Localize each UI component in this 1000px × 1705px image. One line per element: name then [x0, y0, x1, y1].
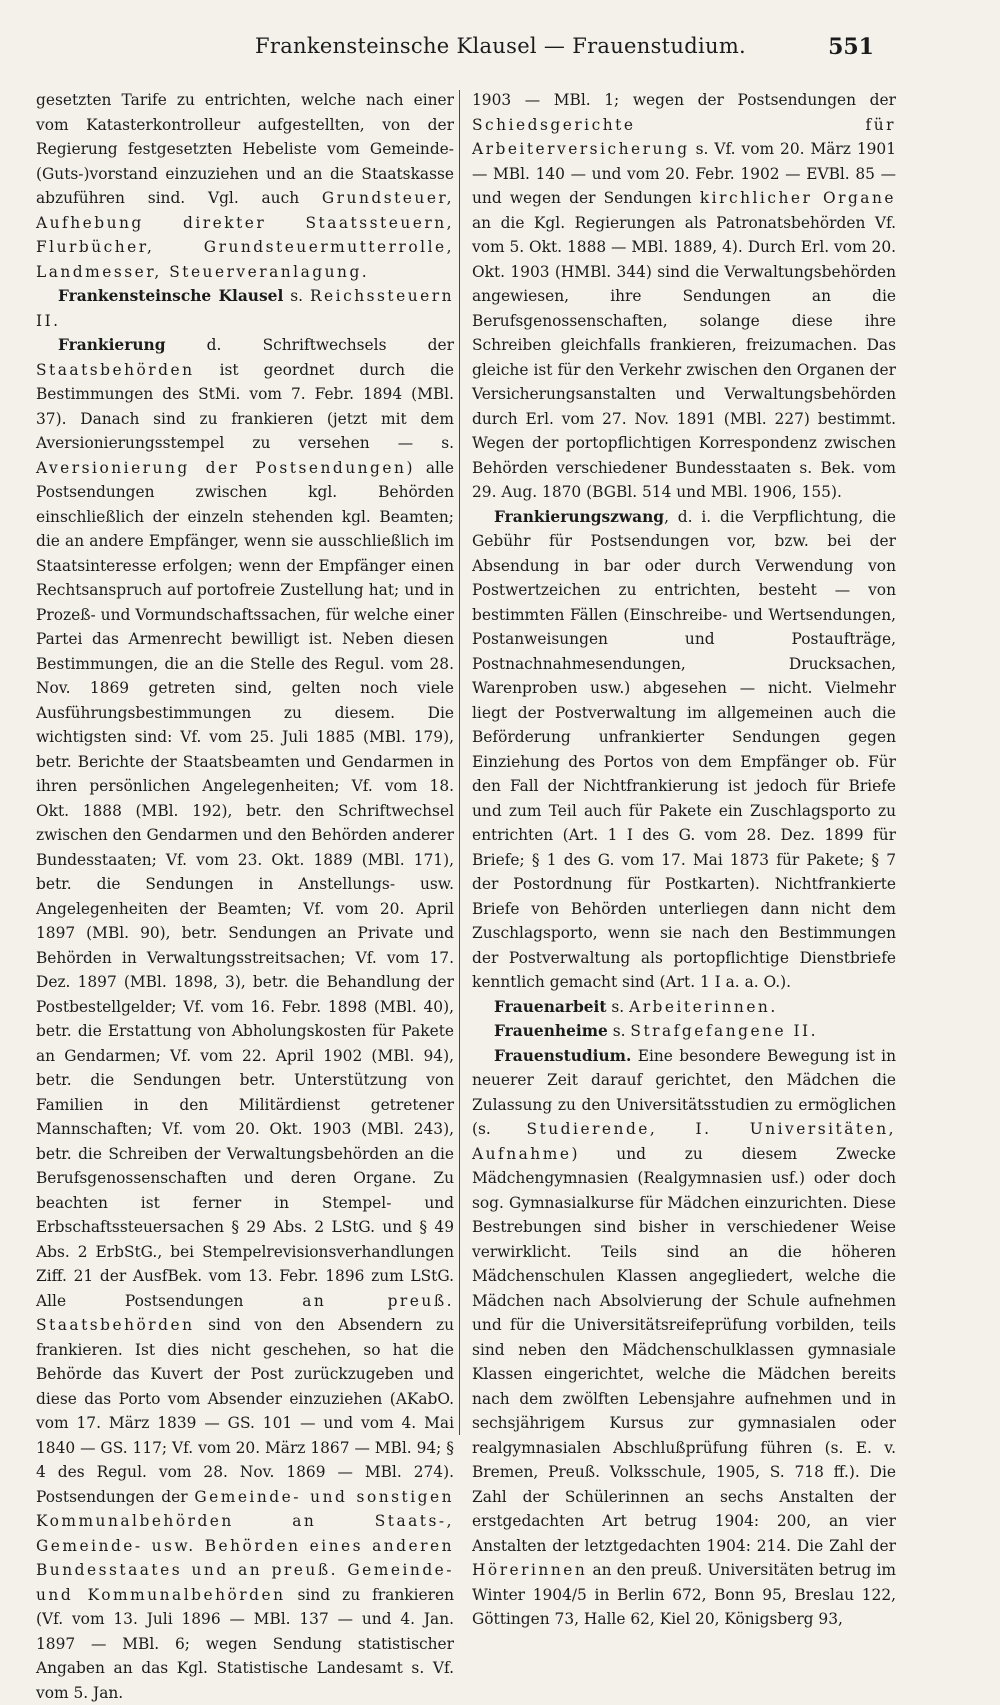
emphasis: kirchlicher Organe [699, 189, 896, 207]
emphasis: Staatsbehörden [36, 360, 195, 379]
cross-reference: Arbeiterinnen. [629, 997, 778, 1016]
page-header [0, 34, 1000, 70]
entry-frauenheime: Frauenheime s. Strafgefangene II. [494, 1022, 819, 1040]
entry-headword: Frauenarbeit [494, 997, 607, 1016]
entry-frankierungszwang: Frankierungszwang, d. i. die Verpflichtung, die Gebühr für Postsendungen vor, bzw. bei der Absendung in bar oder durch Verwendung von Postwertzeichen zu entrichten, besteht — von bestimmten Fällen (Einschreibe- und Wertsendungen, Postanweisungen und Postaufträge, Postnachnahmesendungen, Drucksachen, Warenproben usw.) abgesehen — nicht. Vielmehr liegt der Postverwaltung im allgemeinen auch die Beförderung unfrankierter Sendungen gegen Einziehung des Portos von dem Empfänger ob. Für den Fall der Nichtfrankierung ist jedoch für Briefe und zum Teil auch für Pakete ein Zuschlagsporto zu entrichten (Art. 1 I des G. vom 28. Dez. 1899 für Briefe; § 1 des G. vom 17. Mai 1873 für Pakete; § 7 der Postordnung für Postkarten). Nichtfrankierte Briefe von Behörden unterliegen dann nicht dem Zuschlagsporto, wenn sie nach den Bestimmungen der Postverwaltung als portopflichtige Dienstbriefe kenntlich gemacht sind (Art. 1 I a. a. O.). [472, 507, 896, 991]
entry-headword: Frauenheime [494, 1022, 608, 1040]
right-column [472, 88, 896, 1632]
entry-headword: Frankensteinsche Klausel [58, 287, 284, 305]
entry-headword: Frauenstudium. [494, 1046, 632, 1065]
page-number: 551 [828, 34, 874, 60]
entry-frauenstudium: Frauenstudium. Eine besondere Bewegung ist in neuerer Zeit darauf gerichtet, den Mädchen die Zulassung zu den Universitätsstudien zu ermöglichen (s. Studierende, I. Universitäten, Aufnahme) und zu diesem Zwecke Mädchengymnasien (Realgymnasien usf.) oder doch sog. Gymnasialkurse für Mädchen einzurichten. Diese Bestrebungen sind bisher in verschiedener Weise verwirklicht. Teils sind an die höheren Mädchenschulen Klassen angegliedert, welche die Mädchen nach Absolvierung der Schule aufnehmen und für die Universitätsreifeprüfung vorbilden, teils sind neben den Mädchenschulklassen gymnasiale Klassen eingerichtet, welche die Mädchen bereits nach dem zwölften Lebensjahre aufnehmen und in sechsjährigem Kursus zur gymnasialen oder realgymnasialen Abschlußprüfung führen (s. E. v. Bremen, Preuß. Volksschule, 1905, S. 718 ff.). Die Zahl der Schülerinnen an sechs Anstalten der erstgedachten Art betrug 1904: 200, an vier Anstalten der letztgedachten 1904: 214. Die Zahl der Hörerinnen an den preuß. Universitäten betrug im Winter 1904/5 in Berlin 672, Bonn 95, Breslau 122, Göttingen 73, Halle 62, Kiel 20, Königsberg 93, [472, 1046, 896, 1628]
emphasis: Hörerinnen [472, 1561, 588, 1579]
cross-reference: Strafgefangene II. [630, 1022, 819, 1040]
emphasis: an preuß. Staatsbehörden [36, 1291, 454, 1334]
running-title: Frankensteinsche Klausel — Frauenstudium. [255, 34, 747, 58]
entry-frauenarbeit: Frauenarbeit s. Arbeiterinnen. [494, 997, 778, 1016]
entry-frankensteinsche-klausel: Frankensteinsche Klausel s. Reichssteuern II. [36, 287, 454, 330]
cross-reference: Aversionierung der Postsendungen [36, 458, 407, 477]
cross-reference: Reichssteuern II. [36, 287, 454, 330]
entry-headword: Frankierungszwang [494, 507, 665, 526]
entry-frankierung: Frankierung d. Schriftwechsels der Staatsbehörden ist geordnet durch die Bestimmungen des StMi. vom 7. Febr. 1894 (MBl. 37). Danach sind zu frankieren (jetzt mit dem Aversionierungsstempel zu versehen — s. Aversionierung der Postsendungen) alle Postsendungen zwischen kgl. Behörden einschließlich der einzeln stehenden kgl. Beamten; die an andere Empfänger, wenn sie ausschließlich im Staatsinteresse erfolgen; wenn der Empfänger einen Rechtsanspruch auf portofreie Zustellung hat; und in Prozeß- und Vormundschaftssachen, für welche einer Partei das Armenrecht bewilligt ist. Neben diesen Bestimmungen, die an die Stelle des Regul. vom 28. Nov. 1869 getreten sind, gelten noch viele Ausführungsbestimmungen zu diesem. Die wichtigsten sind: Vf. vom 25. Juli 1885 (MBl. 179), betr. Berichte der Staatsbeamten und Gendarmen in ihren persönlichen Angelegenheiten; Vf. vom 18. Okt. 1888 (MBl. 192), betr. den Schriftwechsel zwischen den Gendarmen und den Behörden anderer Bundesstaaten; Vf. vom 23. Okt. 1889 (MBl. 171), betr. die Sendungen in Anstellungs- usw. Angelegenheiten der Beamten; Vf. vom 20. April 1897 (MBl. 90), betr. Sendungen an Private und Behörden in Verwaltungsstreitsachen; Vf. vom 17. Dez. 1897 (MBl. 1898, 3), betr. die Behandlung der Postbestellgelder; Vf. vom 16. Febr. 1898 (MBl. 40), betr. die Erstattung von Abholungskosten für Pakete an Gendarmen; Vf. vom 22. April 1902 (MBl. 94), betr. die Sendungen betr. Unterstützung von Familien in den Militärdienst getretener Mannschaften; Vf. vom 20. Okt. 1903 (MBl. 243), betr. die Schreiben der Verwaltungsbehörden an die Berufsgenossenschaften und deren Organe. Zu beachten ist ferner in Stempel- und Erbschaftssteuersachen § 29 Abs. 2 LStG. und § 49 Abs. 2 ErbStG., bei Stempelrevisionsverhandlungen Ziff. 21 der AusfBek. vom 13. Febr. 1896 zum LStG. Alle Postsendungen an preuß. Staatsbehörden sind von den Absendern zu frankieren. Ist dies nicht geschehen, so hat die Behörde das Kuvert der Post zurückzugeben und diese das Porto vom Absender einzuziehen (AKabO. vom 17. März 1839 — GS. 101 — und vom 4. Mai 1840 — GS. 117; Vf. vom 20. März 1867 — MBl. 94; § 4 des Regul. vom 28. Nov. 1869 — MBl. 274). Postsendungen der Gemeinde- und sonstigen Kommunalbehörden an Staats-, Gemeinde- usw. Behörden eines anderen Bundesstaates und an preuß. Gemeinde- und Kommunalbehörden sind zu frankieren (Vf. vom 13. Juli 1896 — MBl. 137 — und 4. Jan. 1897 — MBl. 6; wegen Sendung statistischer Angaben an das Kgl. Statistische Landesamt s. Vf. vom 5. Jan. [36, 336, 455, 1702]
entry-headword: Frankierung [58, 336, 166, 354]
paragraph-grundsteuer-end: gesetzten Tarife zu entrichten, welche nach einer vom Katasterkontrolleur aufgestellten, von der Regierung festgesetzten Hebeliste vom Gemeinde- (Guts-)vorstand einzuziehen und an die Staatskasse abzuführen sind. Vgl. auch Grundsteuer, Aufhebung direkter Staatssteuern, Flurbücher, Grundsteuermutterrolle, Landmesser, Steuerveranlagung. [36, 91, 454, 281]
left-column [36, 88, 454, 1705]
paragraph-frankierung-continued: 1903 — MBl. 1; wegen der Postsendungen der Schiedsgerichte für Arbeiterversicherung s. Vf. vom 20. März 1901 — MBl. 140 — und vom 20. Febr. 1902 — EVBl. 85 — und wegen der Sendungen kirchlicher Organe an die Kgl. Regierungen als Patronatsbehörden Vf. vom 5. Okt. 1888 — MBl. 1889, 4). Durch Erl. vom 20. Okt. 1903 (HMBl. 344) sind die Verwaltungsbehörden angewiesen, ihre Sendungen an die Berufsgenossenschaften, solange diese ihre Schreiben gleichfalls frankieren, freizumachen. Das gleiche ist für den Verkehr zwischen den Organen der Versicherungsanstalten und Verwaltungsbehörden durch Erl. vom 27. Nov. 1891 (MBl. 227) bestimmt. Wegen der portopflichtigen Korrespondenz zwischen Behörden verschiedener Bundesstaaten s. Bek. vom 29. Aug. 1870 (BGBl. 514 und MBl. 1906, 155). [472, 91, 896, 501]
cross-reference: Studierende, I. Universitäten, Aufnahme [472, 1120, 896, 1163]
emphasis: Schiedsgerichte für Arbeiterversicherung [472, 115, 896, 158]
cross-reference: Grundsteuer, Aufhebung direkter Staatssteuern, Flurbücher, Grundsteuermutterrolle, Landmesser, Steuerveranlagung. [36, 189, 454, 281]
column-divider [459, 90, 460, 1435]
emphasis: Gemeinde- und sonstigen Kommunalbehörden an Staats-, Gemeinde- usw. Behörden eines anderen Bundesstaates und an preuß. Gemeinde- und Kommunalbehörden [36, 1487, 455, 1604]
